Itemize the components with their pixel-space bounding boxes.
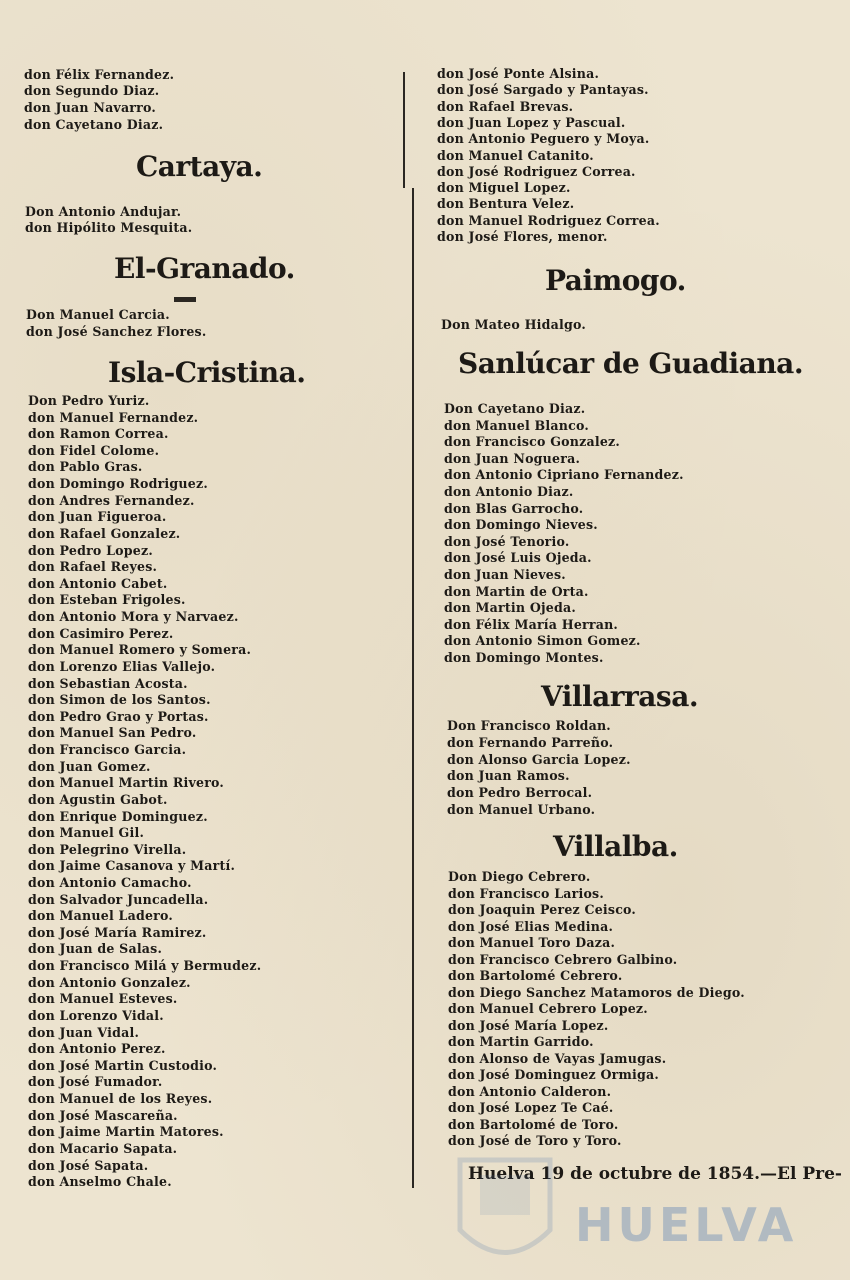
name-line: don Manuel Romero y Somera. <box>28 642 252 658</box>
name-line: don Bartolomé Cebrero. <box>448 968 623 983</box>
name-line: don Manuel Ladero. <box>28 908 173 924</box>
section-heading-cartaya: Cartaya. <box>136 150 263 183</box>
name-line: Don Pedro Yuriz. <box>28 393 150 408</box>
column-divider <box>412 188 414 1188</box>
name-line: don Rafael Reyes. <box>28 559 158 575</box>
name-line: don Juan Vidal. <box>28 1024 140 1040</box>
name-line: don Domingo Nieves. <box>444 517 598 533</box>
name-line: don Juan Navarro. <box>24 100 156 115</box>
name-line: don José Tenorio. <box>444 533 570 549</box>
name-line: Don Francisco Roldan. <box>447 718 611 733</box>
name-line: don Alonso de Vayas Jamugas. <box>448 1050 667 1066</box>
name-line: don Blas Garrocho. <box>444 500 584 516</box>
name-line: don Antonio Simon Gomez. <box>444 633 641 649</box>
name-line: Don Mateo Hidalgo. <box>441 317 586 332</box>
name-line: don Segundo Diaz. <box>24 83 160 98</box>
name-line: don Enrique Dominguez. <box>28 808 208 824</box>
name-line: don José María Lopez. <box>448 1017 609 1033</box>
section-heading-sanlucar: Sanlúcar de Guadiana. <box>458 347 804 380</box>
name-line: don José Sanchez Flores. <box>26 324 207 339</box>
name-line: don Fidel Colome. <box>28 442 160 458</box>
name-line: don José Sargado y Pantayas. <box>437 82 649 98</box>
name-line: don Antonio Camacho. <box>28 874 192 890</box>
name-line: don José Sapata. <box>28 1157 149 1173</box>
name-line: don Manuel Gil. <box>28 825 145 841</box>
name-line: don Francisco Larios. <box>448 885 604 901</box>
name-line: don Manuel Esteves. <box>28 991 178 1007</box>
name-line: don José Flores, menor. <box>437 229 608 244</box>
name-line: don Pelegrino Virella. <box>28 841 187 857</box>
name-line: don Francisco Milá y Bermudez. <box>28 958 262 974</box>
name-line: don Juan Figueroa. <box>28 509 167 525</box>
name-line: don Joaquin Perez Ceisco. <box>448 902 637 917</box>
name-line: don Anselmo Chale. <box>28 1174 172 1190</box>
name-line: don Antonio Mora y Narvaez. <box>28 609 239 625</box>
name-line: don Pedro Lopez. <box>28 542 153 558</box>
name-line: don Lorenzo Elias Vallejo. <box>28 658 216 674</box>
name-line: don José Ponte Alsina. <box>437 66 600 81</box>
name-line: don Juan Gomez. <box>28 758 151 774</box>
name-line: don Antonio Gonzalez. <box>28 974 191 990</box>
name-line: don Manuel Toro Daza. <box>448 935 616 950</box>
footer-dateline: Huelva 19 de octubre de 1854.—El Pre- <box>468 1164 842 1184</box>
name-line: don Jaime Casanova y Martí. <box>28 858 236 874</box>
name-line: don Domingo Montes. <box>444 650 604 665</box>
ornament-icon <box>172 294 198 304</box>
name-line: don Pedro Berrocal. <box>447 785 593 801</box>
name-line: don Rafael Gonzalez. <box>28 525 181 541</box>
name-line: don Martin Garrido. <box>448 1034 594 1049</box>
name-line: don Martin Ojeda. <box>444 600 576 616</box>
name-line: don Andres Fernandez. <box>28 492 195 508</box>
name-line: don Hipólito Mesquita. <box>25 220 193 235</box>
name-line: don Félix María Herran. <box>444 616 619 632</box>
name-line: don Pedro Grao y Portas. <box>28 708 209 724</box>
section-heading-paimogo: Paimogo. <box>545 264 686 297</box>
name-line: don Juan Nieves. <box>444 567 566 582</box>
name-line: don Juan Noguera. <box>444 450 581 466</box>
name-line: don Antonio Calderon. <box>448 1083 612 1099</box>
name-line: don Antonio Perez. <box>28 1041 166 1057</box>
section-heading-villalba: Villalba. <box>553 830 678 863</box>
name-line: Don Manuel Carcia. <box>26 307 170 322</box>
name-line: don Antonio Cipriano Fernandez. <box>444 467 684 483</box>
column-divider-top <box>403 72 405 188</box>
name-line: don José Rodriguez Correa. <box>437 163 636 179</box>
name-line: don José Mascareña. <box>28 1107 178 1123</box>
name-line: don Manuel de los Reyes. <box>28 1091 213 1107</box>
name-line: don José Lopez Te Caé. <box>448 1100 614 1115</box>
name-line: don Juan Lopez y Pascual. <box>437 114 626 130</box>
name-line: don Bartolomé de Toro. <box>448 1116 619 1132</box>
name-line: don Esteban Frigoles. <box>28 592 186 608</box>
name-line: don Macario Sapata. <box>28 1140 178 1156</box>
name-line: don Manuel Cebrero Lopez. <box>448 1001 648 1016</box>
name-line: don Alonso Garcia Lopez. <box>447 751 631 767</box>
name-line: don José Martin Custodio. <box>28 1057 218 1073</box>
name-line: don Manuel Rodriguez Correa. <box>437 212 660 228</box>
name-line: don Diego Sanchez Matamoros de Diego. <box>448 984 745 1000</box>
name-line: don Rafael Brevas. <box>437 98 574 114</box>
name-line: don Francisco Cebrero Galbino. <box>448 951 678 967</box>
name-line: don Fernando Parreño. <box>447 734 614 750</box>
name-line: don Agustin Gabot. <box>28 791 168 807</box>
name-line: don Manuel Blanco. <box>444 417 589 433</box>
name-line: don José Luis Ojeda. <box>444 550 592 566</box>
section-heading-isla-cristina: Isla-Cristina. <box>108 356 306 389</box>
name-line: Don Antonio Andujar. <box>25 204 182 219</box>
name-line: don Cayetano Diaz. <box>24 117 164 132</box>
name-line: don Casimiro Perez. <box>28 625 174 641</box>
name-line: don Antonio Diaz. <box>444 484 574 499</box>
section-heading-villarrasa: Villarrasa. <box>541 680 699 713</box>
name-line: don Sebastian Acosta. <box>28 675 188 691</box>
name-line: don Martin de Orta. <box>444 583 589 599</box>
name-line: don Antonio Cabet. <box>28 575 168 591</box>
name-line: don José María Ramirez. <box>28 924 207 940</box>
name-line: don Pablo Gras. <box>28 459 143 475</box>
name-line: don Jaime Martin Matores. <box>28 1124 224 1140</box>
name-line: don Bentura Velez. <box>437 196 575 212</box>
name-line: don Manuel Catanito. <box>437 147 594 163</box>
name-line: don Francisco Garcia. <box>28 742 187 758</box>
name-line: don Antonio Peguero y Moya. <box>437 131 650 147</box>
name-line: Don Cayetano Diaz. <box>444 401 586 416</box>
name-line: don José de Toro y Toro. <box>448 1133 622 1148</box>
section-heading-el-granado: El-Granado. <box>114 252 295 285</box>
name-line: don José Elias Medina. <box>448 918 614 934</box>
name-line: don Domingo Rodriguez. <box>28 476 208 492</box>
name-line: don Miguel Lopez. <box>437 180 571 196</box>
name-line: don Lorenzo Vidal. <box>28 1007 164 1023</box>
name-line: don Manuel Fernandez. <box>28 409 199 425</box>
name-line: don Juan Ramos. <box>447 768 570 784</box>
name-line: don Manuel Urbano. <box>447 802 596 817</box>
name-line: don Félix Fernandez. <box>24 67 175 82</box>
name-line: don José Fumador. <box>28 1074 163 1090</box>
name-line: don Francisco Gonzalez. <box>444 434 620 450</box>
watermark-text: HUELVA <box>575 1198 798 1252</box>
name-line: don Simon de los Santos. <box>28 692 211 708</box>
name-line: Don Diego Cebrero. <box>448 869 591 884</box>
name-line: don Manuel San Pedro. <box>28 725 197 741</box>
name-line: don José Dominguez Ormiga. <box>448 1067 659 1082</box>
name-line: don Manuel Martin Rivero. <box>28 775 224 791</box>
name-line: don Ramon Correa. <box>28 426 169 442</box>
name-line: don Juan de Salas. <box>28 941 163 957</box>
name-line: don Salvador Juncadella. <box>28 891 209 907</box>
